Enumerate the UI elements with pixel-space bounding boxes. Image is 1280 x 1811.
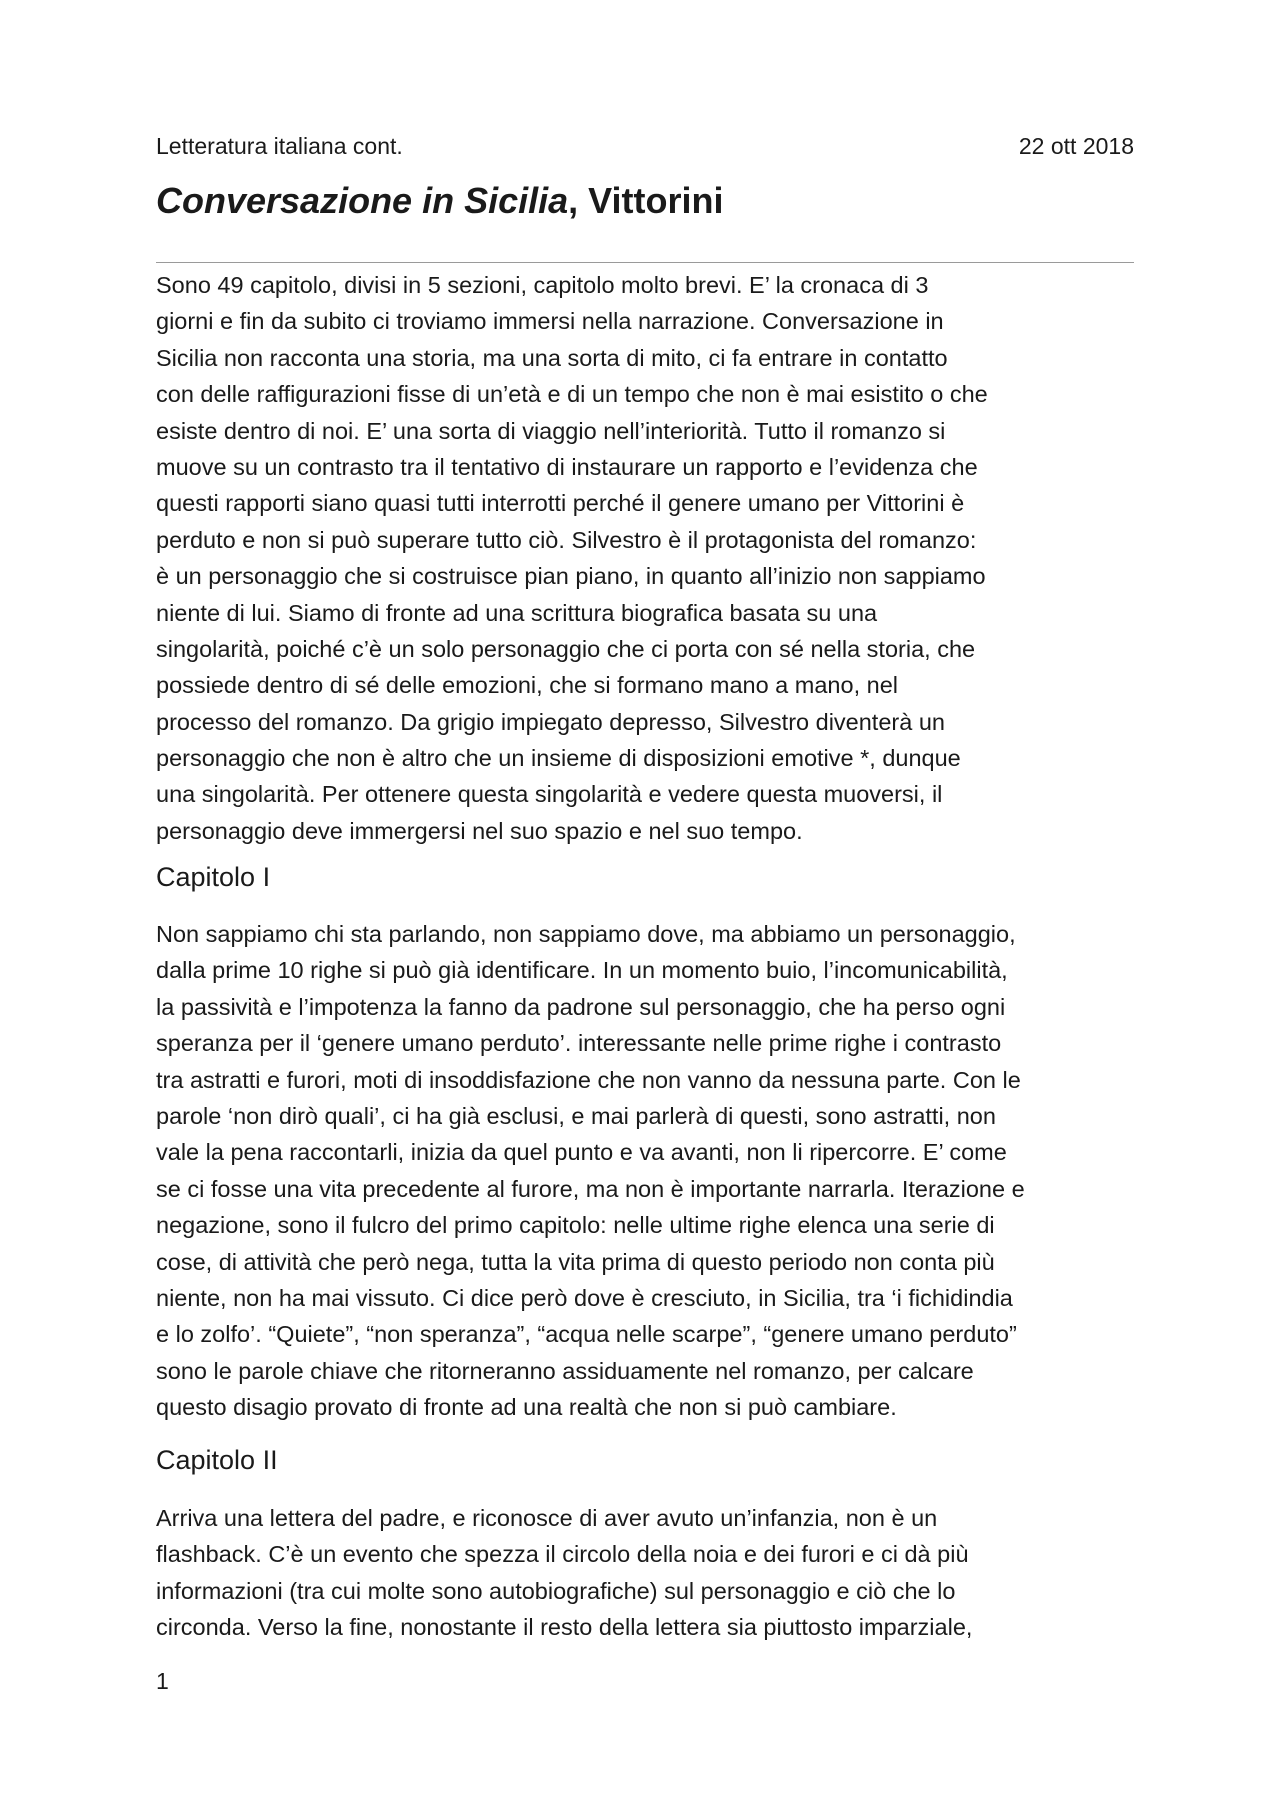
- intro-paragraph: [156, 267, 1134, 849]
- course-name: Letteratura italiana cont.: [156, 133, 403, 159]
- text-line: giorni e fin da subito ci troviamo immersi nella narrazione. Conversazione in: [156, 308, 944, 335]
- document-title: [156, 178, 723, 224]
- title-work: Conversazione in Sicilia: [156, 180, 569, 221]
- text-line: muove su un contrasto tra il tentativo di instaurare un rapporto e l’evidenza che: [156, 453, 978, 480]
- text-line: vale la pena raccontarli, inizia da quel punto e va avanti, non li ripercorre. E’ come: [156, 1139, 1007, 1166]
- text-line: se ci fosse una vita precedente al furore, ma non è importante narrarla. Iterazione e: [156, 1175, 1025, 1202]
- chapter-2-heading: Capitolo II: [156, 1445, 278, 1475]
- chapter-1-heading: Capitolo I: [156, 862, 271, 892]
- text-line: informazioni (tra cui molte sono autobiografiche) sul personaggio e ciò che lo: [156, 1577, 956, 1604]
- text-line: perduto e non si può superare tutto ciò. Silvestro è il protagonista del romanzo:: [156, 526, 977, 553]
- text-line: possiede dentro di sé delle emozioni, che si formano mano a mano, nel: [156, 672, 898, 699]
- text-line: è un personaggio che si costruisce pian piano, in quanto all’inizio non sappiamo: [156, 563, 986, 590]
- text-line: questi rapporti siano quasi tutti interrotti perché il genere umano per Vittorini è: [156, 490, 965, 517]
- text-line: con delle raffigurazioni fisse di un’età e di un tempo che non è mai esistito o che: [156, 381, 988, 408]
- text-line: niente di lui. Siamo di fronte ad una scrittura biografica basata su una: [156, 599, 878, 626]
- text-line: Non sappiamo chi sta parlando, non sappiamo dove, ma abbiamo un personaggio,: [156, 921, 1016, 947]
- text-line: niente, non ha mai vissuto. Ci dice però dove è cresciuto, in Sicilia, tra ‘i fichidindia: [156, 1284, 1013, 1311]
- text-line: circonda. Verso la fine, nonostante il resto della lettera sia piuttosto imparziale,: [156, 1614, 973, 1641]
- text-line: cose, di attività che però nega, tutta la vita prima di questo periodo non conta più: [156, 1248, 995, 1275]
- page-header: [156, 131, 1134, 161]
- page-number: 1: [156, 1668, 169, 1694]
- text-line: tra astratti e furori, moti di insoddisfazione che non vanno da nessuna parte. Con le: [156, 1066, 1021, 1093]
- text-line: e lo zolfo’. “Quiete”, “non speranza”, “acqua nelle scarpe”, “genere umano perduto”: [156, 1321, 1017, 1348]
- text-line: personaggio che non è altro che un insieme di disposizioni emotive *, dunque: [156, 745, 961, 772]
- text-line: Sono 49 capitolo, divisi in 5 sezioni, capitolo molto brevi. E’ la cronaca di 3: [156, 272, 929, 298]
- title-author: , Vittorini: [568, 180, 724, 221]
- text-line: negazione, sono il fulcro del primo capitolo: nelle ultime righe elenca una serie di: [156, 1212, 995, 1239]
- text-line: dalla prime 10 righe si può già identificare. In un momento buio, l’incomunicabilità,: [156, 957, 1008, 984]
- text-line: Sicilia non racconta una storia, ma una sorta di mito, ci fa entrare in contatto: [156, 344, 948, 371]
- header-date: 22 ott 2018: [1018, 133, 1134, 159]
- text-line: questo disagio provato di fronte ad una realtà che non si può cambiare.: [156, 1394, 897, 1421]
- text-line: flashback. C’è un evento che spezza il circolo della noia e dei furori e ci dà più: [156, 1541, 969, 1568]
- text-line: personaggio deve immergersi nel suo spazio e nel suo tempo.: [156, 817, 803, 844]
- text-line: processo del romanzo. Da grigio impiegato depresso, Silvestro diventerà un: [156, 708, 945, 735]
- text-line: esiste dentro di noi. E’ una sorta di viaggio nell’interiorità. Tutto il romanzo si: [156, 417, 946, 444]
- text-line: la passività e l’impotenza la fanno da padrone sul personaggio, che ha perso ogni: [156, 993, 1006, 1020]
- chapter-2-paragraph: [156, 1500, 1134, 1646]
- chapter-1-paragraph: [156, 916, 1134, 1425]
- text-line: sono le parole chiave che ritorneranno assiduamente nel romanzo, per calcare: [156, 1357, 974, 1384]
- title-divider: [156, 262, 1134, 263]
- text-line: parole ‘non dirò quali’, ci ha già esclusi, e mai parlerà di questi, sono astratti, non: [156, 1102, 996, 1129]
- text-line: Arriva una lettera del padre, e riconosce di aver avuto un’infanzia, non è un: [156, 1505, 938, 1531]
- text-line: una singolarità. Per ottenere questa singolarità e vedere questa muoversi, il: [156, 781, 943, 808]
- text-line: speranza per il ‘genere umano perduto’. interessante nelle prime righe i contrasto: [156, 1030, 1002, 1057]
- text-line: singolarità, poiché c’è un solo personaggio che ci porta con sé nella storia, che: [156, 635, 976, 662]
